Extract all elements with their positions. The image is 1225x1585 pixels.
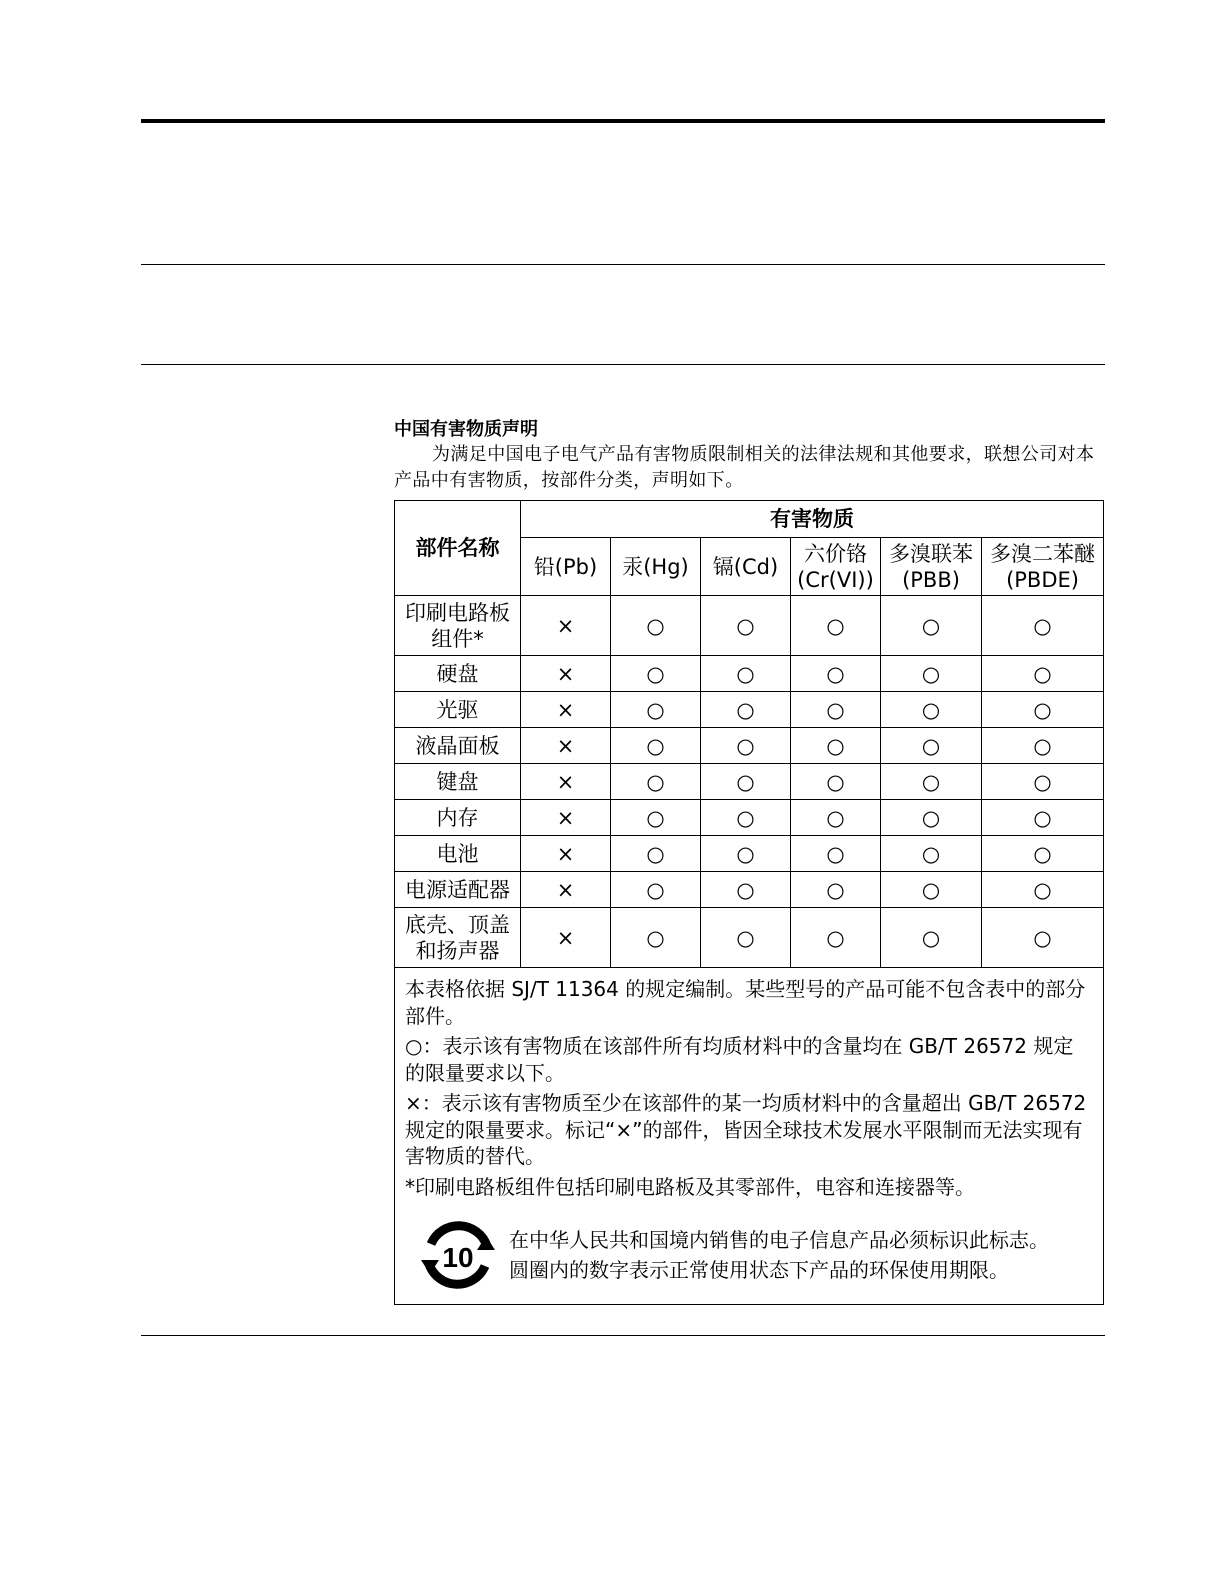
substance-mark-cell: ○	[881, 908, 982, 968]
substance-mark-cell: ○	[881, 800, 982, 836]
substance-name: 铅(Pb)	[533, 554, 598, 579]
substance-mark-cell: ○	[611, 656, 701, 692]
substance-mark-cell: ○	[982, 692, 1104, 728]
substance-mark-cell: ○	[982, 872, 1104, 908]
part-name: 液晶面板	[415, 733, 500, 758]
substance-mark-cell: ○	[701, 656, 791, 692]
part-name-cell	[395, 764, 521, 800]
substance-mark-cell: ○	[701, 872, 791, 908]
epup-logo-number: 10	[442, 1242, 474, 1273]
substance-mark-cell: ×	[521, 692, 611, 728]
substance-mark-cell: ○	[982, 908, 1104, 968]
table-row	[395, 836, 1104, 872]
substance-mark-cell: ○	[701, 728, 791, 764]
part-name-cell	[395, 836, 521, 872]
substance-mark-cell: ○	[881, 836, 982, 872]
logo-text-line-2: 圆圈内的数字表示正常使用状态下产品的环保使用期限。	[509, 1258, 1009, 1282]
substance-mark-cell: ○	[611, 800, 701, 836]
part-name-cell	[395, 800, 521, 836]
table-row	[395, 764, 1104, 800]
substance-mark-cell: ○	[791, 728, 881, 764]
substance-mark-cell: ○	[982, 764, 1104, 800]
table-row	[395, 728, 1104, 764]
substance-mark-cell: ○	[701, 908, 791, 968]
substance-mark-cell: ×	[521, 656, 611, 692]
substance-mark-cell: ○	[701, 596, 791, 656]
part-name-cell	[395, 656, 521, 692]
table-row	[395, 872, 1104, 908]
part-name-cell	[395, 908, 521, 968]
substance-mark-cell: ○	[611, 836, 701, 872]
part-name: 内存	[436, 805, 479, 830]
table-row	[395, 908, 1104, 968]
substance-mark-cell: ○	[791, 596, 881, 656]
substance-mark-cell: ○	[881, 728, 982, 764]
part-name-continued: 和扬声器	[415, 938, 500, 963]
substance-name: 汞(Hg)	[622, 554, 689, 579]
part-name-cell	[395, 692, 521, 728]
substance-mark-cell: ○	[791, 872, 881, 908]
part-name: 底壳、顶盖	[405, 912, 510, 937]
note-circle: ○：表示该有害物质在该部件所有均质材料中的含量均在 GB/T 26572 规定的限量要求以下。	[405, 1034, 1074, 1085]
substance-mark-cell: ○	[701, 764, 791, 800]
substance-name: 多溴联苯	[889, 541, 973, 566]
part-name: 电池	[436, 841, 479, 866]
substance-mark-cell: ×	[521, 596, 611, 656]
substance-name: 镉(Cd)	[712, 554, 779, 579]
substance-mark-cell: ×	[521, 872, 611, 908]
substance-header-2	[701, 538, 791, 596]
substance-mark-cell: ○	[701, 836, 791, 872]
substance-mark-cell: ○	[791, 836, 881, 872]
page-title: 中国有害物质声明	[394, 419, 538, 440]
notes-cell	[395, 968, 1104, 1305]
substance-mark-cell: ○	[881, 656, 982, 692]
substance-mark-cell: ○	[611, 692, 701, 728]
substance-symbol: (PBDE)	[1006, 567, 1079, 592]
part-name-cell	[395, 872, 521, 908]
substance-mark-cell: ○	[881, 764, 982, 800]
substance-mark-cell: ○	[982, 800, 1104, 836]
substance-mark-cell: ○	[611, 728, 701, 764]
substance-name: 六价铬	[804, 541, 867, 566]
hazard-group-header: 有害物质	[521, 501, 1104, 538]
note-cross: ×：表示该有害物质至少在该部件的某一均质材料中的含量超出 GB/T 26572 规定的限量要求。标记“×”的部件，皆因全球技术发展水平限制而无法实现有害物质的替代。	[405, 1091, 1087, 1168]
substance-mark-cell: ○	[611, 764, 701, 800]
header-divider-1	[141, 264, 1105, 265]
substance-symbol: (PBB)	[902, 567, 960, 592]
part-name: 印刷电路板	[405, 600, 510, 625]
substance-mark-cell: ×	[521, 908, 611, 968]
part-name-continued: 组件*	[431, 626, 484, 651]
substance-mark-cell: ×	[521, 728, 611, 764]
substance-mark-cell: ○	[701, 692, 791, 728]
substance-header-5	[982, 538, 1104, 596]
part-name: 光驱	[436, 697, 479, 722]
table-row	[395, 656, 1104, 692]
part-name: 硬盘	[436, 661, 479, 686]
substance-mark-cell: ×	[521, 800, 611, 836]
table-row	[395, 596, 1104, 656]
table-body	[395, 596, 1104, 968]
note-standard: 本表格依据 SJ/T 11364 的规定编制。某些型号的产品可能不包含表中的部分部件。	[405, 977, 1086, 1028]
environmental-protection-use-period-icon	[419, 1220, 497, 1290]
intro-paragraph: 为满足中国电子电气产品有害物质限制相关的法律法规和其他要求，联想公司对本产品中有害物质，按部件分类，声明如下。	[394, 444, 1095, 491]
substance-header-1	[611, 538, 701, 596]
part-name-cell	[395, 728, 521, 764]
substance-mark-cell: ○	[791, 656, 881, 692]
substance-mark-cell: ○	[881, 872, 982, 908]
substance-name: 多溴二苯醚	[990, 541, 1096, 566]
substance-mark-cell: ○	[881, 692, 982, 728]
part-name: 键盘	[436, 769, 479, 794]
top-rule	[141, 119, 1105, 123]
substance-mark-cell: ○	[791, 800, 881, 836]
substance-mark-cell: ○	[982, 656, 1104, 692]
logo-text-line-1: 在中华人民共和国境内销售的电子信息产品必须标识此标志。	[509, 1228, 1049, 1252]
substance-mark-cell: ○	[982, 836, 1104, 872]
substance-header-4	[881, 538, 982, 596]
table-row	[395, 800, 1104, 836]
substance-mark-cell: ○	[611, 872, 701, 908]
part-name-cell	[395, 596, 521, 656]
part-name: 电源适配器	[405, 877, 510, 902]
declaration-intro	[394, 418, 1102, 494]
hazardous-substance-table	[394, 500, 1104, 1305]
substance-mark-cell: ○	[791, 692, 881, 728]
header-divider-2	[141, 364, 1105, 365]
substance-mark-cell: ○	[611, 596, 701, 656]
substance-mark-cell: ○	[701, 800, 791, 836]
substance-mark-cell: ○	[791, 764, 881, 800]
bottom-rule	[141, 1335, 1105, 1336]
substance-mark-cell: ○	[791, 908, 881, 968]
part-name-header: 部件名称	[395, 501, 521, 596]
note-pcba: *印刷电路板组件包括印刷电路板及其零部件，电容和连接器等。	[405, 1174, 975, 1199]
substance-mark-cell: ○	[611, 908, 701, 968]
substance-mark-cell: ×	[521, 836, 611, 872]
table-row	[395, 692, 1104, 728]
substance-mark-cell: ○	[881, 596, 982, 656]
substance-header-3	[791, 538, 881, 596]
substance-mark-cell: ○	[982, 596, 1104, 656]
substance-header-0	[521, 538, 611, 596]
substance-mark-cell: ×	[521, 764, 611, 800]
epup-logo-row	[405, 1220, 1093, 1290]
substance-mark-cell: ○	[982, 728, 1104, 764]
substance-symbol: (Cr(VI))	[797, 567, 874, 592]
